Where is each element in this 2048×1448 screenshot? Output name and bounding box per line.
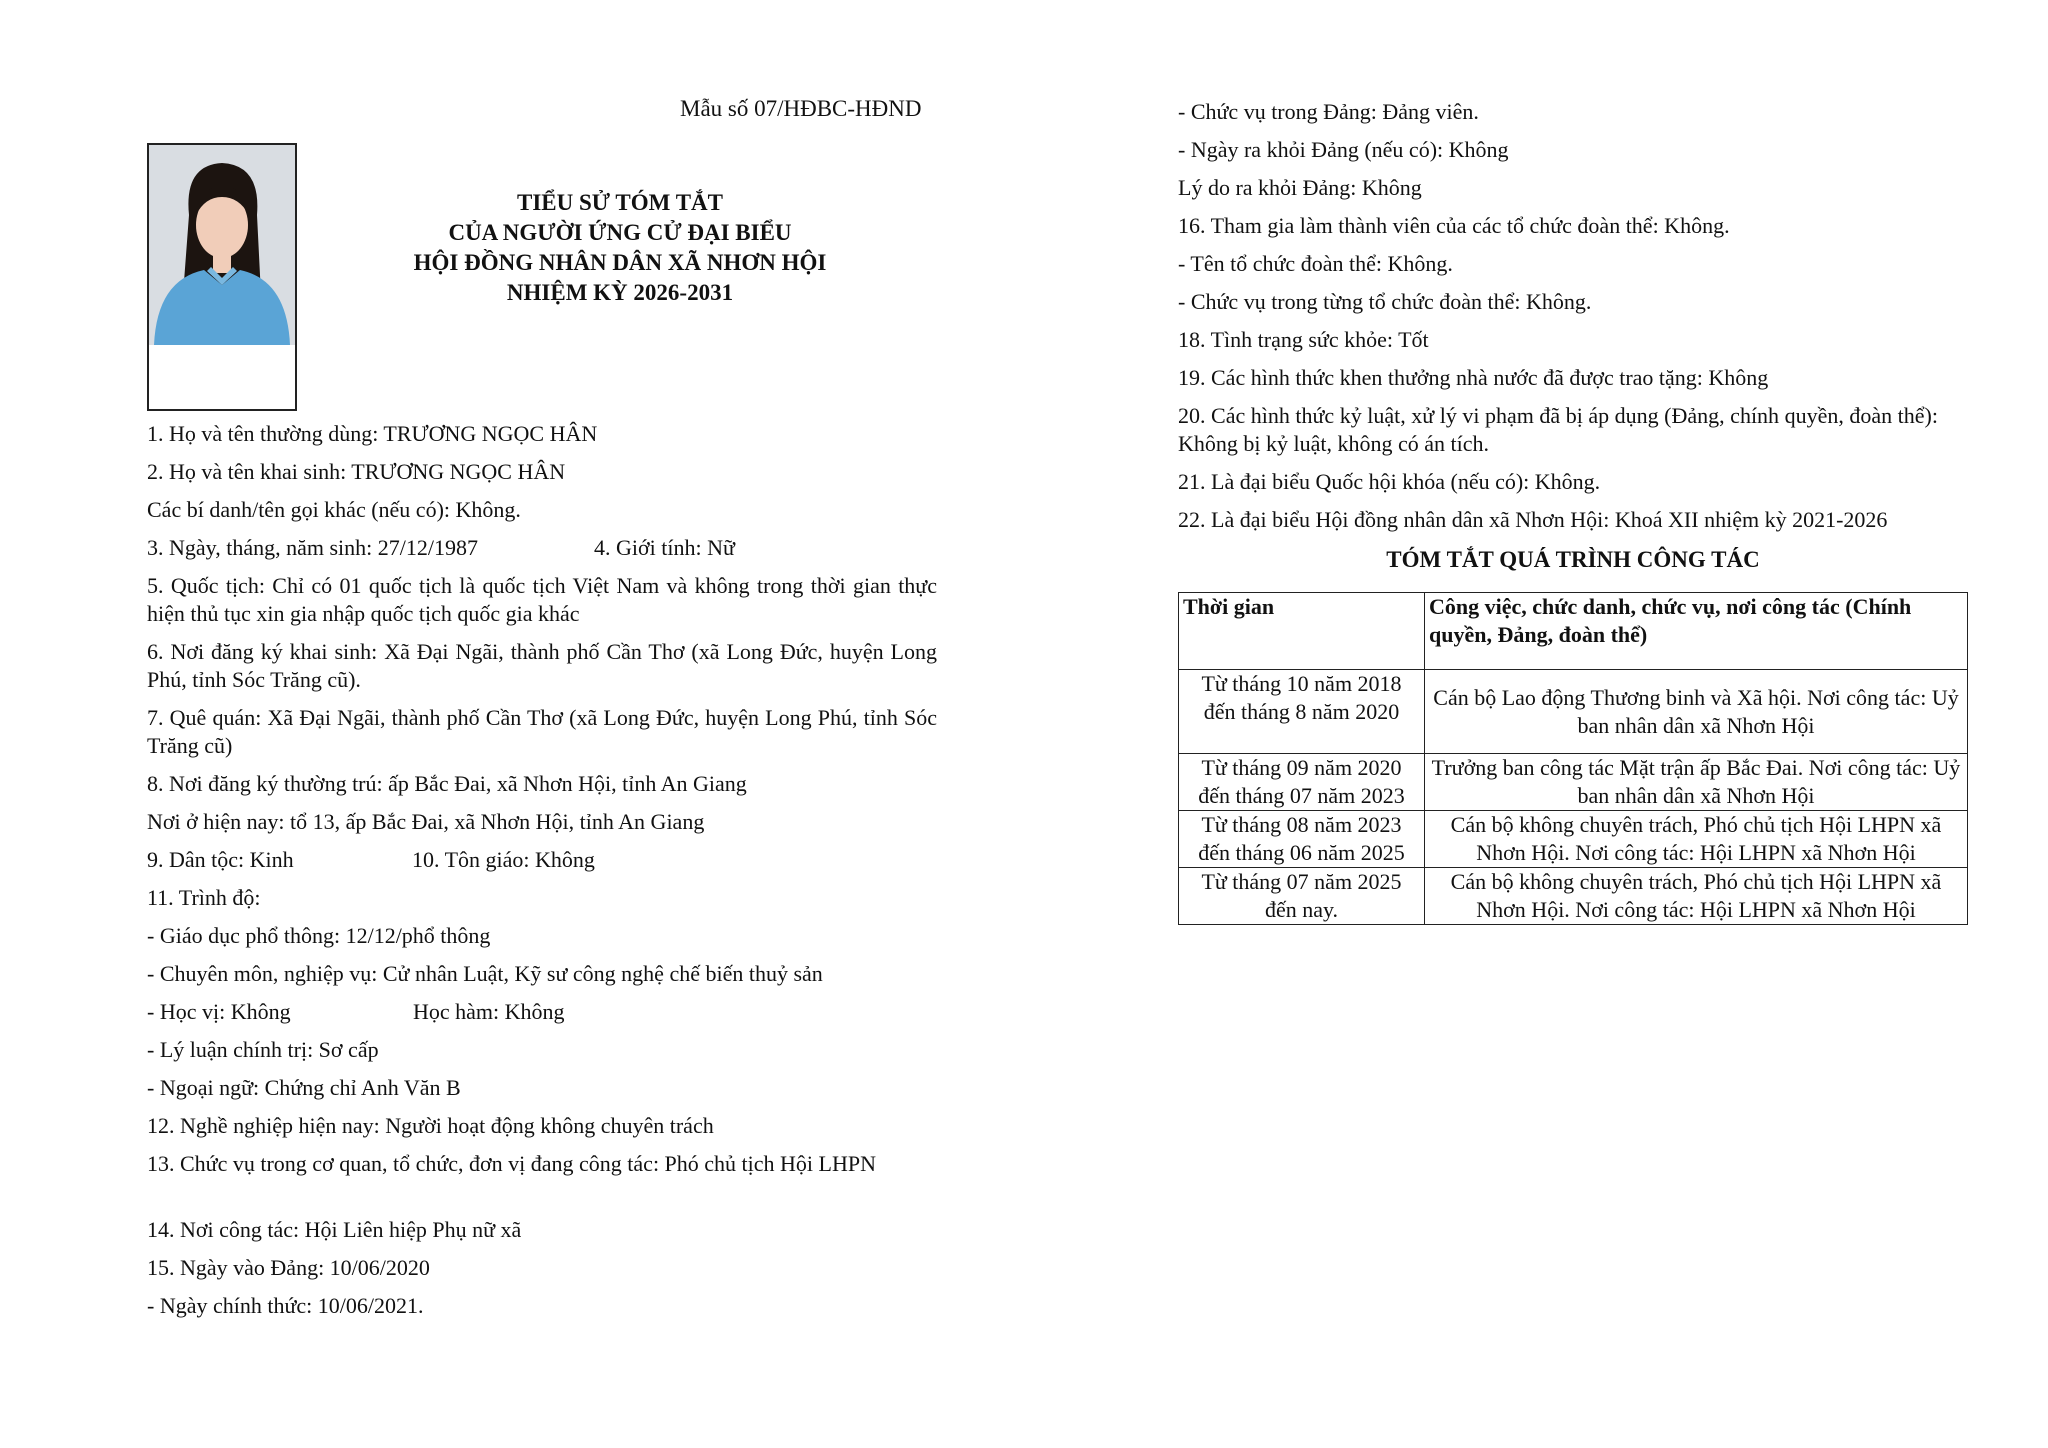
column-header-time: Thời gian: [1179, 593, 1425, 670]
form-code: Mẫu số 07/HĐBC-HĐND: [680, 96, 922, 121]
birth-name: 2. Họ và tên khai sinh: TRƯƠNG NGỌC HÂN: [147, 459, 566, 484]
portrait-photo: [147, 143, 297, 411]
current-position: 13. Chức vụ trong cơ quan, tổ chức, đơn vị đang công tác: Phó chủ tịch Hội LHPN: [147, 1151, 876, 1176]
table-row: [1179, 670, 1968, 754]
party-official-date: - Ngày chính thức: 10/06/2021.: [147, 1293, 424, 1318]
foreign-language: - Ngoại ngữ: Chứng chỉ Anh Văn B: [147, 1075, 461, 1100]
current-occupation: 12. Nghề nghiệp hiện nay: Người hoạt động không chuyên trách: [147, 1113, 714, 1138]
mass-organization-name: - Tên tổ chức đoàn thể: Không.: [1178, 251, 1453, 276]
row-description: Cán bộ Lao động Thương binh và Xã hội. Nơi công tác: Uỷ ban nhân dân xã Nhơn Hội: [1425, 670, 1968, 754]
academic-degree: - Học vị: Không: [147, 999, 291, 1024]
portrait-image: [149, 145, 295, 409]
row-time: Từ tháng 09 năm 2020 đến tháng 07 năm 2023: [1179, 754, 1425, 811]
title-line-2: CỦA NGƯỜI ỨNG CỬ ĐẠI BIỂU: [448, 220, 792, 245]
hometown: 7. Quê quán: Xã Đại Ngãi, thành phố Cần Thơ (xã Long Đức, huyện Long Phú, tỉnh Sóc Trăng cũ): [147, 705, 937, 758]
religion: 10. Tôn giáo: Không: [412, 847, 595, 872]
common-name: 1. Họ và tên thường dùng: TRƯƠNG NGỌC HÂN: [147, 421, 598, 446]
mass-organization-membership: 16. Tham gia làm thành viên của các tổ chức đoàn thể: Không.: [1178, 213, 1730, 238]
title-line-3: HỘI ĐỒNG NHÂN DÂN XÃ NHƠN HỘI: [413, 250, 827, 275]
table-row: [1179, 811, 1968, 868]
row-time: Từ tháng 08 năm 2023 đến tháng 06 năm 2025: [1179, 811, 1425, 868]
birth-registration-place: 6. Nơi đăng ký khai sinh: Xã Đại Ngãi, thành phố Cần Thơ (xã Long Đức, huyện Long Phú, tỉnh Sóc Trăng cũ).: [147, 639, 937, 692]
workplace: 14. Nơi công tác: Hội Liên hiệp Phụ nữ xã: [147, 1217, 522, 1242]
table-header-row: [1179, 593, 1968, 670]
aliases: Các bí danh/tên gọi khác (nếu có): Không.: [147, 497, 521, 522]
party-exit-reason: Lý do ra khỏi Đảng: Không: [1178, 175, 1422, 200]
mass-organization-position: - Chức vụ trong từng tổ chức đoàn thể: Không.: [1178, 289, 1592, 314]
general-education: - Giáo dục phổ thông: 12/12/phổ thông: [147, 923, 491, 948]
row-time: Từ tháng 07 năm 2025 đến nay.: [1179, 868, 1425, 925]
work-history-table: [1178, 592, 1968, 925]
row-description: Cán bộ không chuyên trách, Phó chủ tịch Hội LHPN xã Nhơn Hội. Nơi công tác: Hội LHPN xã Nhơn Hội: [1425, 811, 1968, 868]
professional-qualification: - Chuyên môn, nghiệp vụ: Cử nhân Luật, Kỹ sư công nghệ chế biến thuỷ sản: [147, 961, 823, 986]
nationality: 5. Quốc tịch: Chỉ có 01 quốc tịch là quốc tịch Việt Nam và không trong thời gian thực hiện thủ tục xin gia nhập quốc tịch quốc gia khác: [147, 573, 937, 626]
education-heading: 11. Trình độ:: [147, 885, 261, 910]
state-awards: 19. Các hình thức khen thưởng nhà nước đã được trao tặng: Không: [1178, 365, 1769, 390]
ethnicity: 9. Dân tộc: Kinh: [147, 847, 294, 872]
party-position: - Chức vụ trong Đảng: Đảng viên.: [1178, 99, 1479, 124]
disciplinary-record: 20. Các hình thức kỷ luật, xử lý vi phạm đã bị áp dụng (Đảng, chính quyền, đoàn thể): Không bị kỷ luật, không có án tích.: [1178, 403, 1938, 456]
work-history-title: TÓM TẮT QUÁ TRÌNH CÔNG TÁC: [1386, 547, 1760, 572]
row-description: Trưởng ban công tác Mặt trận ấp Bắc Đai. Nơi công tác: Uỷ ban nhân dân xã Nhơn Hội: [1425, 754, 1968, 811]
title-line-1: TIỂU SỬ TÓM TẮT: [517, 190, 723, 215]
party-exit-date: - Ngày ra khỏi Đảng (nếu có): Không: [1178, 137, 1509, 162]
council-deputy: 22. Là đại biểu Hội đồng nhân dân xã Nhơn Hội: Khoá XII nhiệm kỳ 2021-2026: [1178, 507, 1888, 532]
party-join-date: 15. Ngày vào Đảng: 10/06/2020: [147, 1255, 430, 1280]
gender: 4. Giới tính: Nữ: [594, 535, 735, 560]
current-residence: Nơi ở hiện nay: tổ 13, ấp Bắc Đai, xã Nhơn Hội, tỉnh An Giang: [147, 809, 705, 834]
table-row: [1179, 754, 1968, 811]
row-description: Cán bộ không chuyên trách, Phó chủ tịch Hội LHPN xã Nhơn Hội. Nơi công tác: Hội LHPN xã Nhơn Hội: [1425, 868, 1968, 925]
column-header-description: Công việc, chức danh, chức vụ, nơi công tác (Chính quyền, Đảng, đoàn thể): [1425, 593, 1968, 670]
date-of-birth: 3. Ngày, tháng, năm sinh: 27/12/1987: [147, 535, 478, 560]
political-theory: - Lý luận chính trị: Sơ cấp: [147, 1037, 379, 1062]
health-status: 18. Tình trạng sức khỏe: Tốt: [1178, 327, 1429, 352]
row-time: Từ tháng 10 năm 2018 đến tháng 8 năm 2020: [1179, 670, 1425, 754]
national-assembly-deputy: 21. Là đại biểu Quốc hội khóa (nếu có): Không.: [1178, 469, 1601, 494]
academic-title: Học hàm: Không: [413, 999, 565, 1024]
title-line-4: NHIỆM KỲ 2026-2031: [506, 280, 734, 305]
permanent-residence: 8. Nơi đăng ký thường trú: ấp Bắc Đai, xã Nhơn Hội, tỉnh An Giang: [147, 771, 747, 796]
table-row: [1179, 868, 1968, 925]
document-title: [370, 188, 870, 308]
